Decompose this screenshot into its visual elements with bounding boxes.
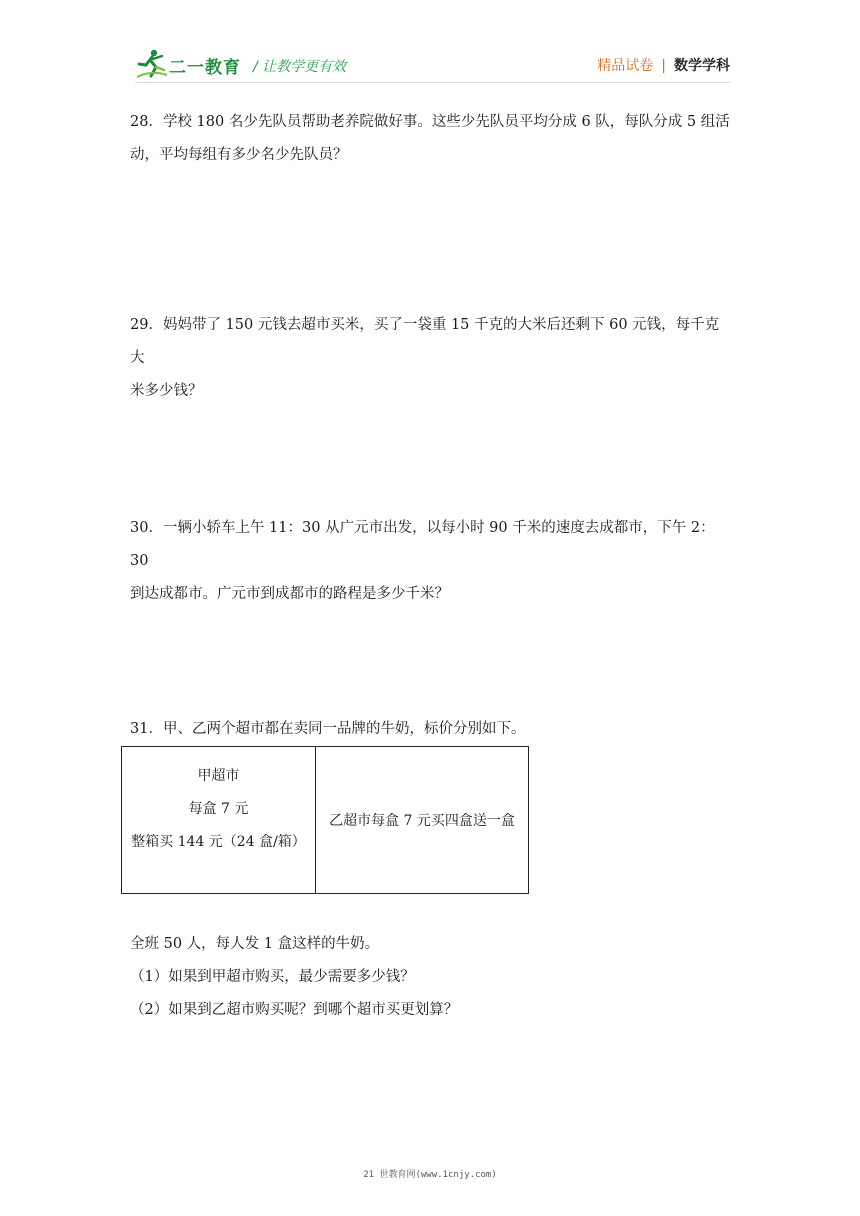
question-line: 动，平均每组有多少名少先队员？	[130, 147, 348, 163]
question-line: 29．妈妈带了 150 元钱去超市买米，买了一袋重 15 千克的大米后还剩下 60 元钱，每千克大	[130, 317, 720, 366]
header-subject	[597, 55, 730, 75]
question-28	[130, 106, 732, 172]
supermarket-a-box-price: 整箱买 144 元（24 盒/箱）	[131, 833, 306, 850]
brand-name: 二一教育	[169, 58, 241, 78]
page-footer: 21 世教育网(www.1cnjy.com)	[363, 1170, 497, 1180]
followup-line: （1）如果到甲超市购买，最少需要多少钱？	[130, 969, 415, 985]
question-line: 米多少钱？	[130, 383, 203, 399]
runner-logo-icon	[135, 48, 169, 80]
header-separator: |	[661, 58, 666, 74]
followup-line: （2）如果到乙超市购买呢？到哪个超市买更划算？	[130, 1002, 459, 1018]
header-label-exam: 精品试卷	[597, 58, 654, 74]
followup-line: 全班 50 人，每人发 1 盒这样的牛奶。	[130, 936, 380, 952]
question-29	[130, 309, 732, 408]
question-line: 到达成都市。广元市到成都市的路程是多少千米？	[130, 586, 449, 602]
question-line: 28．学校 180 名少先队员帮助老养院做好事。这些少先队员平均分成 6 队，每队分成 5 组活	[130, 114, 730, 130]
header-label-subject: 数学学科	[674, 58, 730, 74]
supermarket-b-cell	[316, 747, 529, 894]
question-30	[130, 512, 732, 611]
supermarket-a-name: 甲超市	[197, 767, 240, 784]
question-31	[130, 713, 732, 746]
question-line: 30．一辆小轿车上午 11：30 从广元市出发，以每小时 90 千米的速度去成都市，下午 2：30	[130, 520, 715, 569]
question-31-followup	[130, 928, 732, 1027]
supermarket-b-offer: 乙超市每盒 7 元买四盒送一盒	[329, 813, 515, 829]
slogan: / 让教学更有效	[253, 59, 347, 75]
header-divider	[135, 82, 730, 83]
question-line: 31．甲、乙两个超市都在卖同一品牌的牛奶，标价分别如下。	[130, 721, 526, 737]
supermarket-a-cell	[122, 747, 316, 894]
logo	[135, 48, 365, 80]
price-table	[121, 746, 529, 894]
page-header	[135, 46, 730, 82]
supermarket-a-unit-price: 每盒 7 元	[188, 800, 249, 817]
